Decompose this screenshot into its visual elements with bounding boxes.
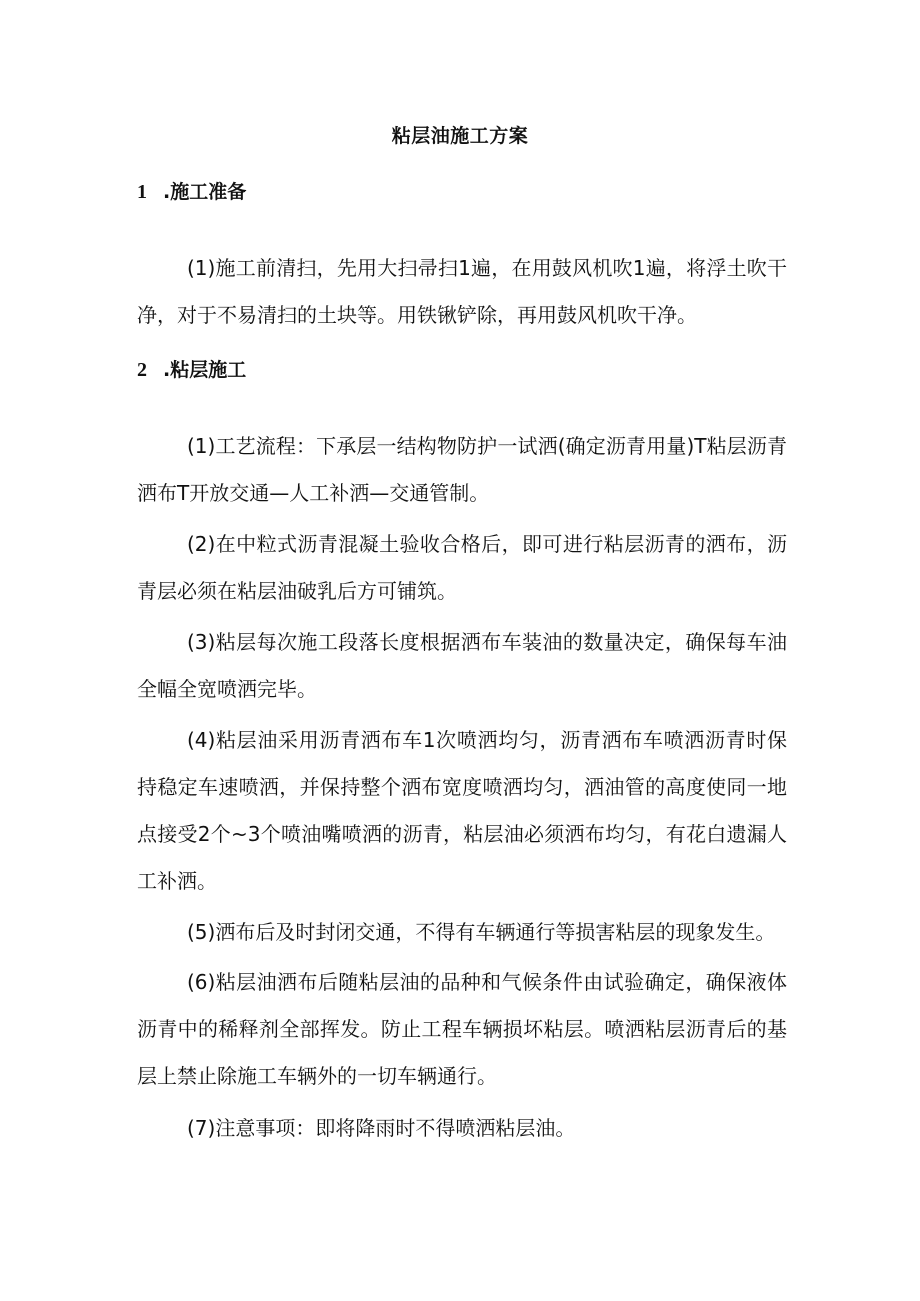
section-heading-2 [137, 356, 246, 384]
paragraph: (4)粘层油采用沥青洒布车1次喷洒均匀，沥青洒布车喷洒沥青时保持稳定车速喷洒，并保持整个洒布宽度喷洒均匀，洒油管的高度使同一地点接受2个~3个喷油嘴喷洒的沥青，粘层油必须洒布均匀，有花白遗漏人工补洒。 [137, 728, 787, 893]
paragraph: (7)注意事项：即将降雨时不得喷洒粘层油。 [187, 1116, 576, 1140]
section-heading-text: .粘层施工 [163, 359, 247, 381]
paragraph: (1)施工前清扫，先用大扫帚扫1遍，在用鼓风机吹1遍，将浮土吹干净，对于不易清扫的土块等。用铁锹铲除，再用鼓风机吹干净。 [137, 256, 787, 327]
section-number: 2 [137, 359, 147, 381]
section-heading-1 [137, 178, 246, 206]
paragraph: (3)粘层每次施工段落长度根据洒布车装油的数量决定，确保每车油全幅全宽喷洒完毕。 [137, 630, 787, 701]
paragraph: (2)在中粒式沥青混凝土验收合格后，即可进行粘层沥青的洒布，沥青层必须在粘层油破乳后方可铺筑。 [137, 532, 787, 603]
document-title: 粘层油施工方案 [391, 125, 529, 147]
section-heading-text: .施工准备 [163, 181, 247, 203]
paragraph: (1)工艺流程：下承层一结构物防护一试洒(确定沥青用量)T粘层沥青洒布T开放交通—人工补洒—交通管制。 [137, 434, 787, 505]
paragraph: (6)粘层油洒布后随粘层油的品种和气候条件由试验确定，确保液体沥青中的稀释剂全部挥发。防止工程车辆损坏粘层。喷洒粘层沥青后的基层上禁止除施工车辆外的一切车辆通行。 [137, 970, 787, 1088]
paragraph: (5)洒布后及时封闭交通，不得有车辆通行等损害粘层的现象发生。 [187, 920, 776, 944]
section-number: 1 [137, 181, 147, 203]
